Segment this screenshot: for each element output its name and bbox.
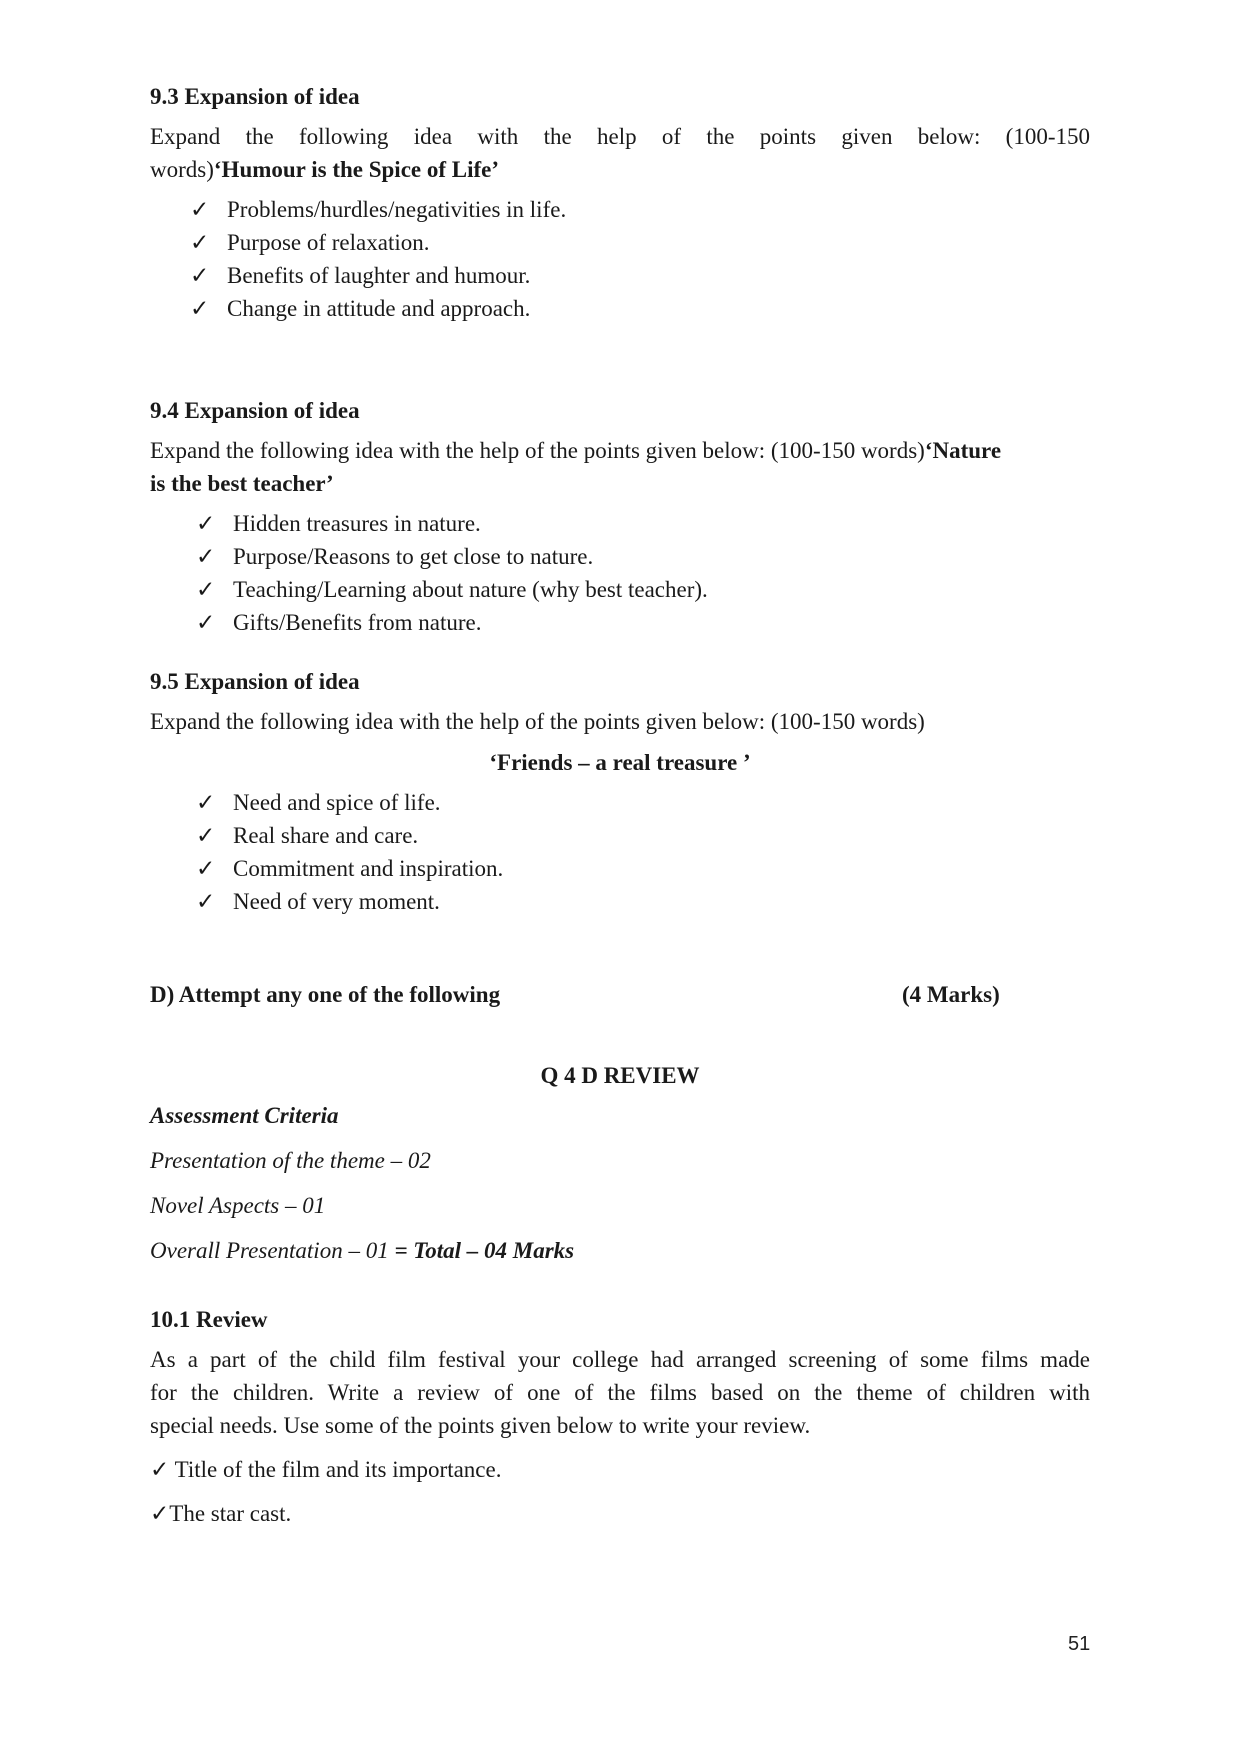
instruction-line: Expand the following idea with the help of the points given below: (100-150: [150, 124, 1090, 149]
instruction-line: words)‘Humour is the Spice of Life’: [150, 157, 500, 182]
list-item: ✓ Need of very moment.: [196, 885, 1090, 918]
instruction-line: Expand the following idea with the help of the points given below: (100-150 words)‘Nature: [150, 438, 1002, 463]
check-icon: ✓: [196, 610, 216, 635]
criteria-item: Presentation of the theme – 02: [150, 1148, 431, 1173]
topic-title: ‘Nature: [924, 438, 1002, 463]
section-9-3: [150, 80, 1090, 325]
topic-title: ‘Humour is the Spice of Life’: [213, 157, 500, 182]
page-number: 51: [1068, 1633, 1091, 1655]
list-item: ✓ Need and spice of life.: [196, 786, 1090, 819]
paragraph-line: special needs. Use some of the points given below to write your review.: [150, 1413, 811, 1438]
section-d-row: [150, 978, 1090, 1011]
list-item: ✓ Purpose of relaxation.: [190, 226, 1090, 259]
criteria-item: Novel Aspects – 01: [150, 1193, 326, 1218]
check-icon: ✓: [190, 197, 210, 222]
check-icon: ✓: [190, 263, 210, 288]
list-item: ✓ Purpose/Reasons to get close to nature.: [196, 540, 1090, 573]
check-icon: ✓: [196, 544, 216, 569]
check-icon: ✓: [196, 889, 216, 914]
list-item: ✓ Problems/hurdles/negativities in life.: [190, 193, 1090, 226]
paragraph-line: As a part of the child film festival your college had arranged screening of some films made: [150, 1347, 1090, 1372]
review-point: ✓ Title of the film and its importance.: [150, 1457, 502, 1482]
point-list: [196, 507, 1090, 639]
check-icon: ✓: [196, 856, 216, 881]
section-d-label: D) Attempt any one of the following: [150, 982, 501, 1007]
point-list: [196, 786, 1090, 918]
review-point: ✓The star cast.: [150, 1501, 292, 1526]
check-icon: ✓: [196, 577, 216, 602]
list-item: ✓ Benefits of laughter and humour.: [190, 259, 1090, 292]
list-item: ✓ Hidden treasures in nature.: [196, 507, 1090, 540]
section-10-1: [150, 1303, 1090, 1530]
check-icon: ✓: [196, 511, 216, 536]
instruction-line: Expand the following idea with the help of the points given below: (100-150 words): [150, 709, 925, 734]
list-item: ✓ Gifts/Benefits from nature.: [196, 606, 1090, 639]
section-heading: 9.3 Expansion of idea: [150, 84, 360, 109]
section-heading: 9.4 Expansion of idea: [150, 398, 360, 423]
check-icon: ✓: [196, 823, 216, 848]
section-d-marks: (4 Marks): [902, 982, 1000, 1007]
check-icon: ✓: [190, 296, 210, 321]
list-item: ✓ Real share and care.: [196, 819, 1090, 852]
check-icon: ✓: [190, 230, 210, 255]
topic-title: ‘Friends – a real treasure ’: [489, 750, 751, 775]
criteria-item: Overall Presentation – 01 = Total – 04 Marks: [150, 1238, 575, 1263]
list-item: ✓ Commitment and inspiration.: [196, 852, 1090, 885]
topic-title: is the best teacher’: [150, 471, 334, 496]
criteria-total: = Total – 04 Marks: [388, 1238, 575, 1263]
check-icon: ✓: [196, 790, 216, 815]
section-9-5: [150, 665, 1090, 918]
section-heading: 10.1 Review: [150, 1307, 268, 1332]
list-item: ✓ Change in attitude and approach.: [190, 292, 1090, 325]
paragraph-line: for the children. Write a review of one of the films based on the theme of children with: [150, 1380, 1090, 1405]
section-9-4: [150, 394, 1090, 639]
criteria-heading: Assessment Criteria: [150, 1103, 339, 1128]
list-item: ✓ Teaching/Learning about nature (why best teacher).: [196, 573, 1090, 606]
review-title: Q 4 D REVIEW: [540, 1063, 700, 1088]
point-list: [190, 193, 1090, 325]
section-heading: 9.5 Expansion of idea: [150, 669, 360, 694]
review-block: [150, 1059, 1090, 1267]
